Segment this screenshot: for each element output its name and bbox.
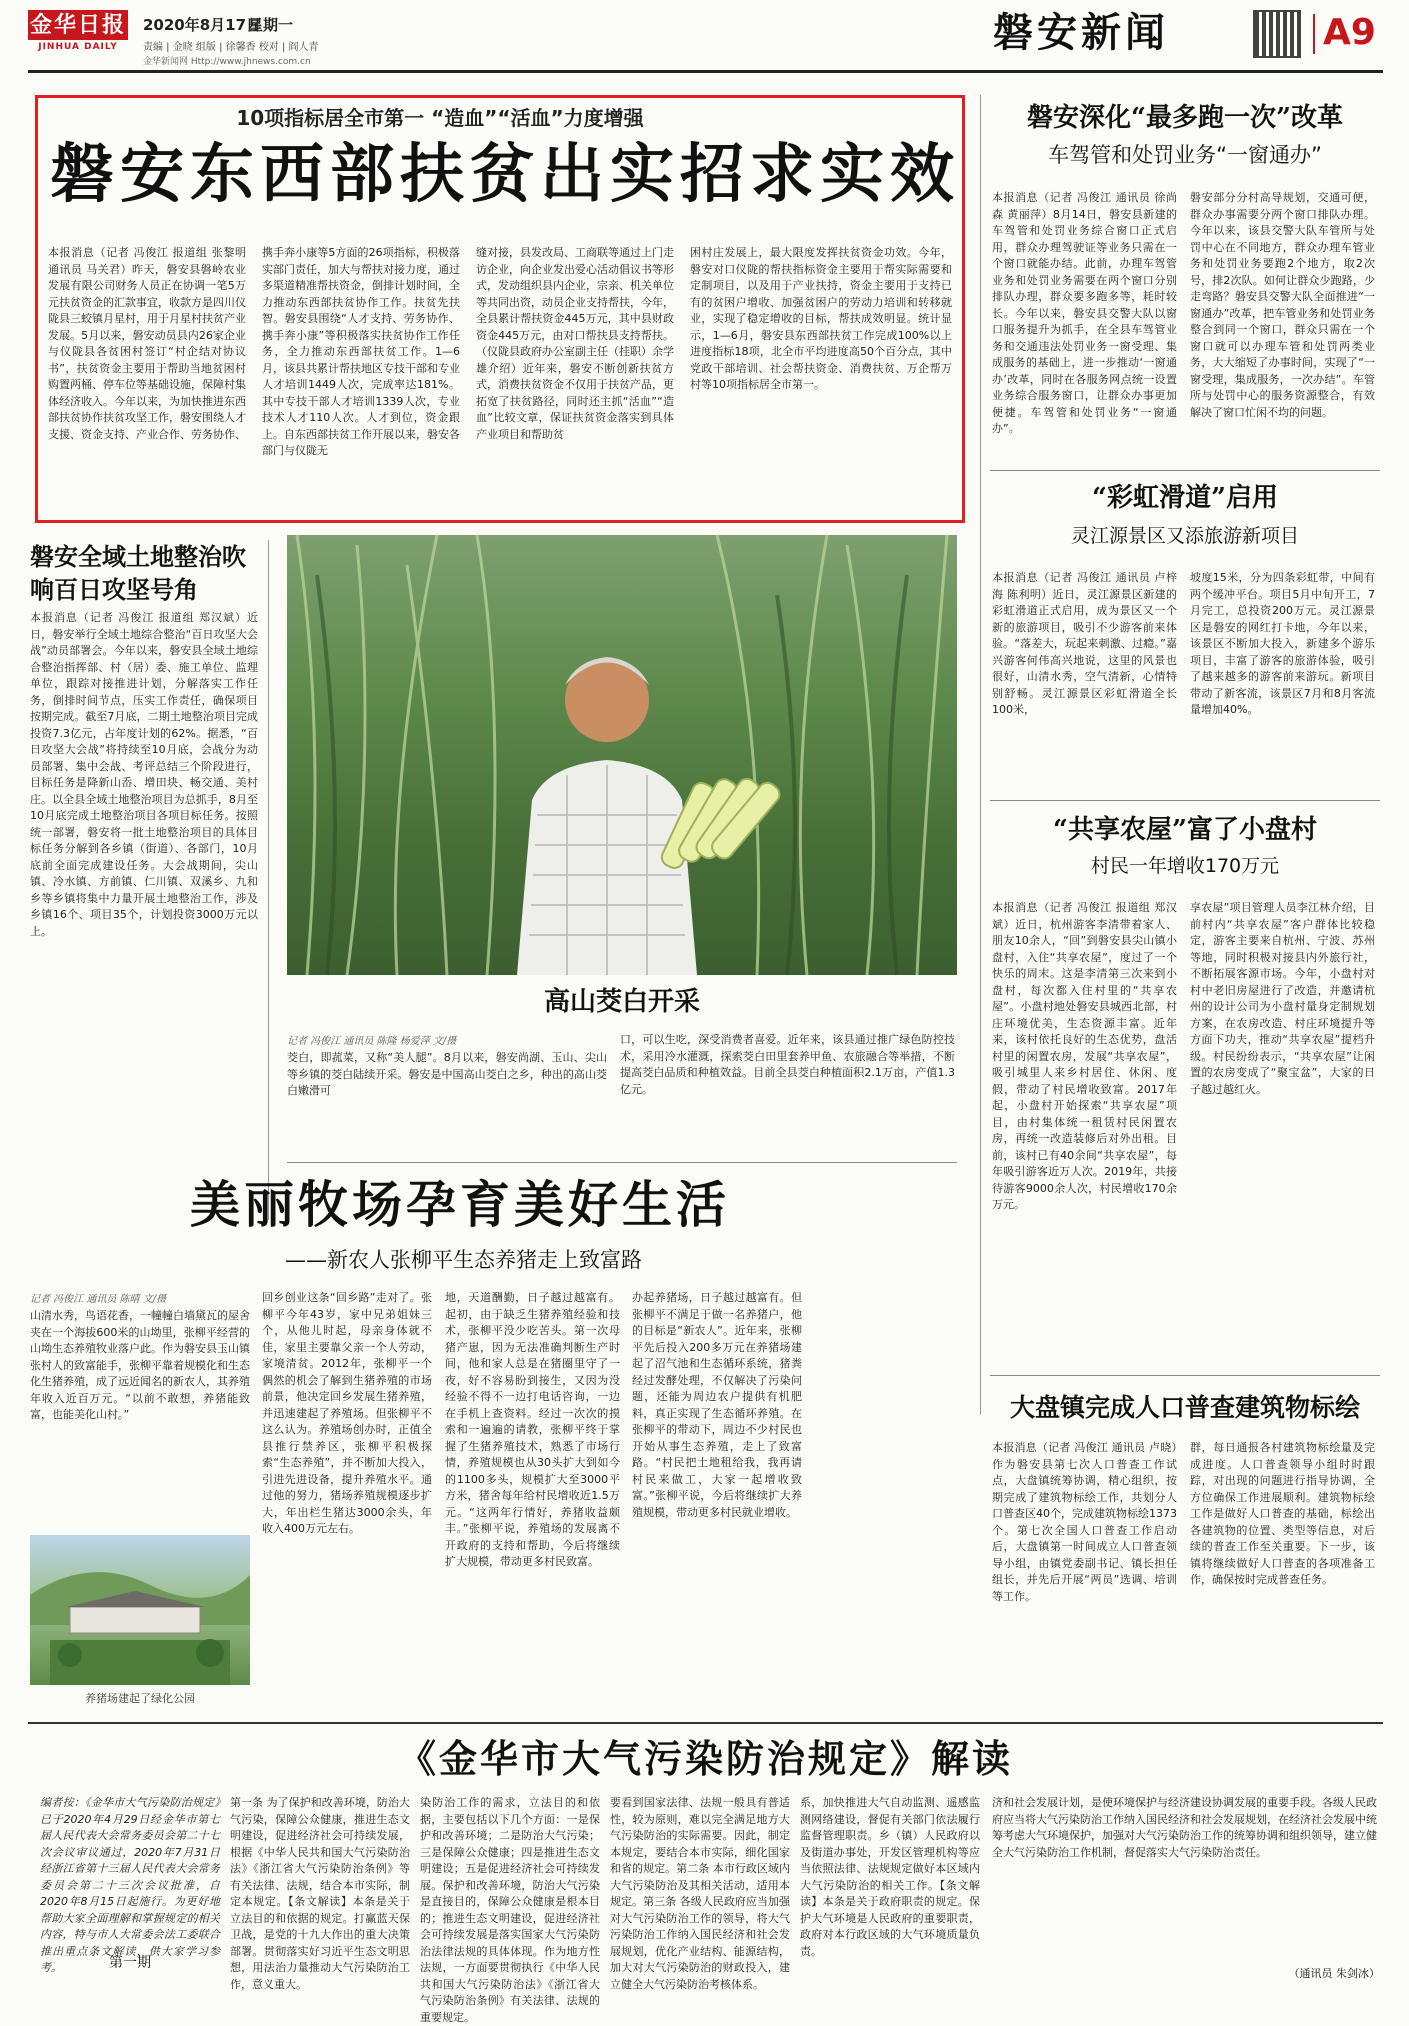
- right-bottom2-headline: 大盘镇完成人口普查建筑物标绘: [1009, 1393, 1360, 1422]
- bottom-column-2: 染防治工作的需求，立法目的和依据，主要包括以下几个方面：一是保护和改善环境；二是防治大气污染；三是保障公众健康；四是推进生态文明建设；五是促进经济社会可持续发展。保护和改善环境，防治大气污染是直接目的，保障公众健康是根本目的；推进生态文明建设，促进经济社会可持续发展是落实国家大气污染防治法律法规的具体体现。作为地方性法规，一方面要贯彻执行《中华人民共和国大气污染防治法》《浙江省大气污染防治条例》有关法律、法规的重要规定。: [420, 1796, 600, 2024]
- right-top-subtitle: 车驾管和处罚业务“一窗通办”: [1048, 143, 1322, 167]
- masthead: [28, 8, 1383, 66]
- water-bamboo-scene: [287, 535, 957, 975]
- right-mid-rule: [990, 800, 1380, 801]
- feature-byline: 记者 冯俊江 通讯员 陈晴 文/摄: [30, 1294, 167, 1305]
- lead-headline: 磐安东西部扶贫出实招求实效: [50, 137, 960, 212]
- issue-date: 2020年8月17日: [143, 16, 262, 34]
- right-bottom2-column-2: 群，每日通报各村建筑物标绘量及完成进度。人口普查领导小组时时跟踪，对出现的问题进行指导协调，全方位确保工作进展顺利。建筑物标绘工作是做好人口普查的基础，标绘出各建筑物的位置、类型等信息，对后续的普查工作至关重要。下一步，该镇将继续做好人口普查的各项准备工作，确保按时完成普查任务。: [1190, 1441, 1375, 1586]
- bottom-column-3: 要看到国家法律、法规一般具有普适性，较为原则，难以完全满足地方大气污染防治的实际需要。因此，制定本规定，要结合本市实际，细化国家和省的规定。第二条 本市行政区域内大气污染防治及其相关活动，适用本规定。第三条 各级人民政府应当加强对大气污染防治工作的领导，将大气污染防治工作纳入国民经济和社会发展规划，优化产业结构、能源结构，加大对大气污染防治的财政投入，建立健全大气污染防治考核体系。: [610, 1796, 790, 1991]
- left-mid-divider: [268, 540, 269, 1220]
- lead-column-2: 携手奔小康等5方面的26项指标，积极落实部门责任，加大与帮扶对接力度，通过多渠道精准帮扶资金，倒排计划时间，全力推动东西部扶贫协作工作。扶贫先扶智。磐安县围绕“人才支持、劳务协作、携手奔小康”等积极落实扶贫协作工作任务，全力推动东西部扶贫工作。1—6月，该县共累计帮扶地区专技干部和专业人才培训1449人次，完成率达181%。其中专技干部人才培训1339人次，专业技术人才110人次。人才到位，资金跟上。自东西部扶贫工作开展以来，磐安各部门与仪陇无: [262, 246, 460, 457]
- right-bottom2-column-1: 本报消息（记者 冯俊江 通讯员 卢晓）作为磐安县第七次人口普查工作试点，大盘镇统筹协调，精心组织，按期完成了建筑物标绘工作，共划分人口普查区40个，完成建筑物标绘1373个。第七次全国人口普查工作启动后，大盘镇第一时间成立人口普查领导小组，由镇党委副书记、镇长担任组长，并先后开展“两员”选调、培训等工作。: [992, 1441, 1177, 1603]
- masthead-rule: [28, 70, 1383, 73]
- photo-text-1: 茭白，即菰菜，又称“美人腿”。8月以来，磐安尚湖、玉山、尖山等乡镇的茭白陆续开采。磐安是中国高山茭白之乡，种出的高山茭白嫩滑可: [287, 1051, 607, 1097]
- center-rule: [287, 1162, 957, 1163]
- right-bottom1-column-1: 本报消息（记者 冯俊江 报道组 郑汉斌）近日，杭州游客李清带着家人、朋友10余人，“回”到磐安县尖山镇小盘村，入住“共享农屋”，度过了一个快乐的周末。这是李清第三次来到小盘村，每次都入住村里的“共享农屋”。小盘村地处磐安县城西北部，村庄环境优美，生态资源丰富。近年来，该村依托良好的生态优势，盘活村里的闲置农房，发展“共享农屋”，吸引城里人来乡村居住、休闲、度假，带动了村民增收致富。2017年起，小盘村开始探索“共享农屋”项目，由村集体统一租赁村民闲置农房，再统一改造装修后对外出租。目前，该村已有40余间“共享农屋”，每年吸引游客近万人次。2019年，共接待游客9000余人次，村民增收170余万元。: [992, 901, 1177, 1211]
- right-mid-subtitle: 灵江源景区又添旅游新项目: [1070, 525, 1299, 547]
- newspaper-logo-en: JINHUA DAILY: [38, 42, 118, 52]
- issue-weekday: 星期一: [248, 16, 294, 34]
- qr-code-icon: [1253, 10, 1301, 58]
- right-mid-column-1: 本报消息（记者 冯俊江 通讯员 卢梓海 陈利明）近日，灵江源景区新建的彩虹滑道正式启用，成为景区又一个新的旅游项目，吸引不少游客前来体验。“落差大，玩起来刺激、过瘾。”嘉兴游客何伟高兴地说，这里的风景也很好，山清水秀，空气清新，心情特别舒畅。灵江源景区彩虹滑道全长100米，: [992, 571, 1177, 716]
- feature-column-2: 回乡创业这条“回乡路”走对了。张柳平今年43岁，家中兄弟姐妹三个，从他儿时起，母亲身体就不佳，家里主要靠父亲一个人劳动，家境清贫。2012年，张柳平一个偶然的机会了解到生猪养殖的市场前景，他决定回乡发展生猪养殖，并迅速建起了养殖场。但张柳平不这么认为。养殖场创办时，正值全县推行禁养区，张柳平积极探索“生态养殖”，并不断加大投入，引进先进设备，提升养殖水平。通过他的努力，猪场养殖规模逐步扩大，年出栏生猪达3000余头，年收入400万元左右。: [262, 1291, 432, 1535]
- farm-photo-caption: 养猪场建起了绿化公园: [85, 1692, 195, 1705]
- lead-kicker: 10项指标居全市第一 “造血”“活血”力度增强: [236, 106, 644, 130]
- lead-column-3: 缝对接，县发改局、工商联等通过上门走访企业，向企业发出爱心活动倡议书等形式，发动组织县内企业，宗亲、机关单位等共同出资，动员企业支持帮扶，今年，全县累计帮扶资金445万元，其中县财政资金445万元，由对口帮扶县支持帮扶。（仪陇县政府办公室副主任（挂职）余学雄介绍）近年来，磐安不断创新扶贫方式，消费扶贫资金不仅用于扶贫产品，更拓宽了扶贫路径，同时还主抓“活血”“造血”比较文章，保证扶贫资金落实到具体产业项目和帮助贫: [476, 246, 674, 441]
- photo-caption: 高山茭白开采: [543, 987, 700, 1017]
- feature-column-4: 办起养猪场，日子越过越富有。但张柳平不满足于做一名养猪户，他的目标是“新农人”。近年来，张柳平先后投入200多万元在养猪场建起了沼气池和生态循环系统，猪粪经过发酵处理，不仅解决了污染问题，还能为周边农户提供有机肥料，真正实现了生态循环养殖。在张柳平的带动下，周边不少村民也开始从事生态养殖，走上了致富路。“村民把土地租给我，我再请村民来做工，大家一起增收致富。”张柳平说，今后将继续扩大养殖规模，带动更多村民就业增收。: [632, 1291, 802, 1519]
- newspaper-logo: 金华日报: [29, 12, 126, 38]
- staff-credits: 责编 | 金晓 组版 | 徐馨香 校对 | 阎人青: [143, 42, 319, 53]
- right-mid-column-2: 坡度15米，分为四条彩虹带，中间有两个缓冲平台。项目5月中旬开工，7月完工，总投资200万元。灵江源景区是磐安的网红打卡地，今年以来，该景区不断加大投入，新建多个游乐项目，丰富了游客的旅游体验，吸引了越来越多的游客前来游玩。新项目带动了新客流，该景区7月和8月客流量增加40%。: [1190, 571, 1375, 716]
- water-bamboo-photo: [287, 535, 957, 975]
- left-mid-headline: 磐安全域土地整治吹响百日攻坚号角: [30, 542, 246, 604]
- bottom-section-rule: [28, 1722, 1383, 1724]
- right-bottom1-rule: [990, 1375, 1380, 1376]
- lead-column-1: 本报消息（记者 冯俊江 报道组 张黎明 通讯员 马关君）昨天，磐安县磐岭农业发展有限公司财务人员正在协调一笔5万元扶贫资金的汇款事宜，收款方是四川仪陇县三蛟镇月星村，用于月星村扶贫产业发展。5月以来，磐安动员县内26家企业与仪陇县各贫困村签订“村企结对协议书”，扶贫资金主要用于帮助当地贫困村购置两桶、停车位等基础设施，保障村集体经济收入。今年以来，为加快推进东西部扶贫协作扶贫攻坚工作，磐安围绕人才支援、资金支持、产业合作、劳务协作、: [48, 246, 246, 441]
- bottom-column-4: 系，加快推进大气自动监测、遥感监测网络建设，督促有关部门依法履行监督管理职责。乡（镇）人民政府以及街道办事处，开发区管理机构等应当依照法律、法规规定做好本区域内大气污染防治的相关工作。【条文解读】本条是关于政府职责的规定。保护大气环境是人民政府的重要职责，政府对本行政区域的大气环境质量负责。: [800, 1796, 980, 1958]
- page-number: A9: [1323, 12, 1376, 53]
- farm-scene: [30, 1535, 250, 1685]
- bottom-issue-label: 第一期: [109, 1955, 151, 1971]
- right-top-rule: [990, 470, 1380, 471]
- right-top-column-2: 磐安部分分村高导规划，交通可便，群众办事需要分两个窗口排队办理。今年以来，该县交警大队车管所与处罚中心在不同地方，群众办理车管业务和处罚业务要跑2个地方，取2次号，排2次队。如何让群众少跑路，少走弯路？磐安县交警大队全面推进“一窗通办”改革，把车管业务和处罚业务整合到同一个窗口，群众只需在一个窗口就可以办理车管和处罚两类业务，大大缩短了办事时间，实现了“一窗受理，集成服务，一次办结”。车管所与处罚中心的服务资源整合，有效解决了窗口忙闲不均的问题。: [1190, 191, 1375, 419]
- bottom-column-1: 第一条 为了保护和改善环境，防治大气污染，保障公众健康，推进生态文明建设，促进经济社会可持续发展，根据《中华人民共和国大气污染防治法》《浙江省大气污染防治条例》等有关法律、法规，结合本市实际，制定本规定。【条文解读】本条是关于立法目的和依据的规定。打赢蓝天保卫战，是党的十九大作出的重大决策部署。贯彻落实好习近平生态文明思想，用法治力量推动大气污染防治工作，意义重大。: [230, 1796, 410, 1991]
- farm-photo: [30, 1535, 250, 1685]
- bottom-headline: 《金华市大气污染防治规定》解读: [397, 1736, 1013, 1781]
- right-bottom1-headline: “共享农屋”富了小盘村: [1053, 815, 1317, 845]
- page-number-divider: [1313, 14, 1315, 54]
- feature-column-3: 地，天道酬勤，日子越过越富有。起初，由于缺乏生猪养殖经验和技术，张柳平没少吃苦头。第一次母猪产崽，因为无法准确判断生产时间，他和家人总是在猪圈里守了一夜，好不容易盼到接生，又因为没经验不得不一边打电话咨询，一边在手机上查资料。经过一次次的摸索和一遍遍的请教，张柳平终于掌握了生猪养殖技术，熟悉了市场行情，养殖规模也从30头扩大到如今的1100多头，规模扩大至3000平方米，猪舍每年给村民增收近1.5万元。“这两年行情好，养猪收益颇丰。”张柳平说，养殖场的发展离不开政府的支持和帮助，今后将继续扩大规模，带动更多村民致富。: [445, 1291, 620, 1568]
- photo-text-2: 口，可以生吃，深受消费者喜爱。近年来，该县通过推广绿色防控技术，采用冷水灌溉，探索茭白田里套养甲鱼、农旅融合等举措，不断提高茭白品质和种植效益。目前全县茭白种植面积2.1万亩，产值1.3亿元。: [620, 1033, 955, 1096]
- photo-byline: 记者 冯俊江 通讯员 陈隆 杨爱萍 文/摄: [287, 1036, 457, 1047]
- feature-column-1: 山清水秀，鸟语花香，一幢幢白墙黛瓦的屋舍夹在一个海拔600米的山坳里，张柳平经营的山坳生态养殖牧业落户此。作为磐安县玉山镇张村人的致富能手，张柳平靠着规模化和生态化生猪养殖，成了远近闻名的新农人，其养殖年收入近百万元。“以前不敢想，养猪能致富，也能美化山村。”: [30, 1309, 250, 1421]
- right-mid-headline: “彩虹滑道”启用: [1092, 483, 1278, 513]
- website-line: 金华新闻网 Http://www.jhnews.com.cn: [143, 57, 311, 67]
- feature-headline: 美丽牧场孕育美好生活: [190, 1175, 730, 1234]
- right-bottom1-subtitle: 村民一年增收170万元: [1090, 855, 1280, 877]
- bottom-column-5: 济和社会发展计划，是使环境保护与经济建设协调发展的重要手段。各级人民政府应当将大气污染防治工作纳入国民经济和社会发展规划，在经济社会发展中统筹考虑大气环境保护，加强对大气污染防治工作的统筹协调和组织领导，建立健全大气污染防治工作机制，督促落实大气污染防治责任。: [992, 1796, 1377, 1859]
- feature-subtitle: ——新农人张柳平生态养猪走上致富路: [285, 1248, 642, 1272]
- bottom-signature: （通讯员 朱剑冰）: [1288, 1967, 1380, 1980]
- right-top-headline: 磐安深化“最多跑一次”改革: [1027, 103, 1343, 133]
- lead-column-4: 困村庄发展上，最大限度发挥扶贫资金功效。今年，磐安对口仪陇的帮扶指标资金主要用于帮实际需要和定制项目，以及用于产业扶持，资金主要用于支持已有的贫困户增收、加强贫困户的劳动力培训和转移就业，实现了稳定增收的目标，帮扶成效明显。统计显示，1—6月，磐安县东西部扶贫工作完成100%以上进度指标18项，北全市平均进度高50个百分点，其中党政干部培训、社会帮扶资金、消费扶贫、万企帮万村等10项指标居全市第一。: [690, 246, 952, 391]
- right-bottom1-column-2: 享农屋”项目管理人员李江林介绍，目前村内“共享农屋”客户群体比较稳定，游客主要来自杭州、宁波、苏州等地，同时积极对接县内外旅行社，不断拓展客源市场。今年，小盘村对村中老旧房屋进行了改造，并邀请杭州的设计公司为小盘村量身定制规划方案，在农房改造、村庄环境提升等方面下功夫，推动“共享农屋”提档升级。村民纷纷表示，“共享农屋”让闲置的农房变成了“聚宝盆”，大家的日子越过越红火。: [1190, 901, 1375, 1096]
- bottom-editor-note: 编者按：《金华市大气污染防治规定》已于2020年4月29日经金华市第七届人民代表大会常务委员会第二十七次会议审议通过，2020年7月31日经浙江省第十三届人民代表大会常务委员会第二十三次会议批准，自2020年8月15日起施行。为更好地帮助大家全面理解和掌握规定的相关内容，特与市人大常委会法工委联合推出重点条文解读，供大家学习参考。: [40, 1796, 220, 1974]
- right-top-column-1: 本报消息（记者 冯俊江 通讯员 徐尚森 黄丽萍）8月14日，磐安县新建的车驾管和处罚业务综合窗口正式启用，群众办理驾驶证等业务只需在一个窗口就能办结。此前，办理车驾管业务和处罚业务需要在两个窗口分别排队办理，群众要多跑多等，耗时较长。今年以来，磐安县交警大队以窗口服务提升为抓手，在全县车驾管业务和交通违法处罚业务一窗受理、集成服务的基础上，进一步推动‘一窗通办’改革，同时在各服务网点统一设置业务综合服务窗口，让群众办事更加便捷。车驾管和处罚业务“一窗通办”。: [992, 191, 1177, 435]
- right-column-divider: [980, 95, 981, 1415]
- section-title: 磐安新闻: [993, 9, 1169, 56]
- left-mid-body: 本报消息（记者 冯俊江 报道组 郑汉斌）近日，磐安举行全域土地综合整治“百日攻坚大会战”动员部署会。今年以来，磐安县全域土地综合整治指挥部、村（居）委、施工单位、监理单位，跟踪对接推进计划，分解落实工作任务，倒排时间节点，压实工作责任，确保项目按期完成。截至7月底，二期土地整治项目完成投资7.3亿元，占年度计划的62%。据悉，“百日攻坚大会战”将持续至10月底，会战分为动员部署、集中会战、考评总结三个阶段进行，目标任务是降新山岙、增田块、畅交通、美村庄。以全县全域土地整治项目为总抓手，8月至10月底完成土地整治项目各项目标任务。按照统一部署，磐安将一批土地整治项目的具体目标任务分解到各乡镇（街道）、各部门，10月底前全面完成建设任务。大会战期间，尖山镇、冷水镇、方前镇、仁川镇、双溪乡、九和乡等乡镇将集中力量开展土地整治工作，涉及乡镇16个、项目35个，计划投资3000万元以上。: [30, 611, 258, 938]
